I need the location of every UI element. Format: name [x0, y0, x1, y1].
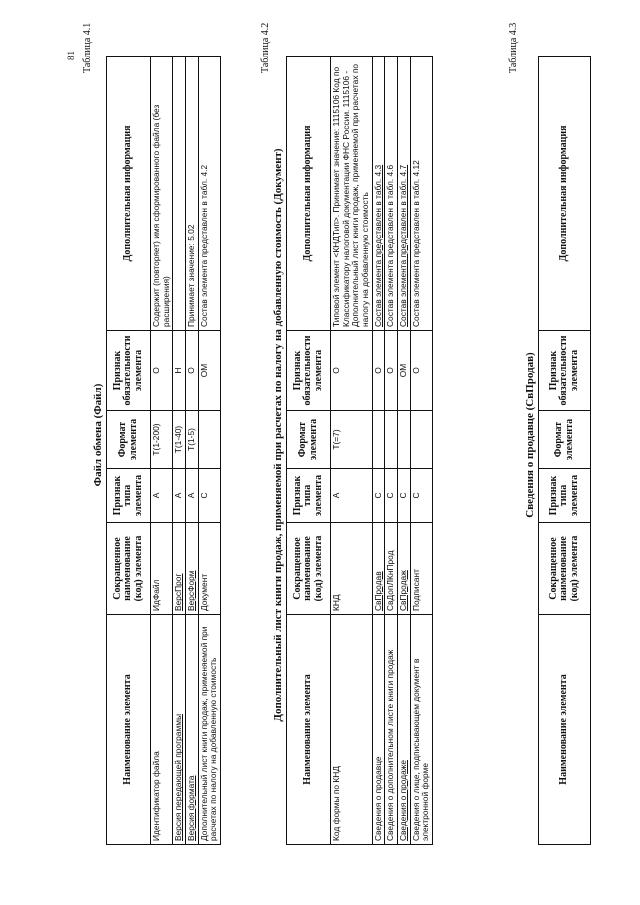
cell-format — [410, 411, 432, 469]
cell-name: Сведения о лице, подписывающем документ в электронной форме — [410, 615, 432, 845]
cell-required: Н — [173, 331, 186, 411]
table-4-1-title: Файл обмена (Файл) — [92, 383, 104, 487]
cell-type: С — [410, 469, 432, 523]
cell-info: Состав элемента представлен в табл. 4.3 — [372, 57, 385, 331]
cell-name: Сведения о продаже — [397, 615, 410, 845]
page-number: 81 — [66, 51, 76, 60]
cell-type: С — [372, 469, 385, 523]
cell-type: С — [397, 469, 410, 523]
table-row — [331, 57, 373, 845]
cell-name: Сведения о дополнительном листе книги продаж — [385, 615, 398, 845]
cell-required: О — [410, 331, 432, 411]
col-header-required: Признак обязательности элемента — [107, 331, 151, 411]
table-4-3 — [538, 56, 591, 845]
cell-name: Код формы по КНД — [331, 615, 373, 845]
col-header-format: Формат элемента — [107, 411, 151, 469]
table-row — [372, 57, 385, 845]
table-row — [198, 57, 220, 845]
table-row — [410, 57, 432, 845]
col-header-name: Наименование элемента — [539, 615, 591, 845]
col-header-required: Признак обязательности элемента — [539, 331, 591, 411]
cell-info: Содержит (повторяет) имя сформированного файла (без расширения) — [151, 57, 173, 331]
col-header-name: Наименование элемента — [107, 615, 151, 845]
cell-code: СвДопЛКнПрод — [385, 523, 398, 615]
table-4-1-label: Таблица 4.1 — [82, 22, 93, 73]
cell-format: T(=7) — [331, 411, 373, 469]
cell-code: СвПродав — [372, 523, 385, 615]
cell-required: О — [372, 331, 385, 411]
cell-type: А — [151, 469, 173, 523]
cell-code: Документ — [198, 523, 220, 615]
cell-required: ОМ — [397, 331, 410, 411]
cell-format — [385, 411, 398, 469]
col-header-code: Сокращенное наименование (код) элемента — [107, 523, 151, 615]
cell-code: СвПродаж — [397, 523, 410, 615]
cell-code: Подписант — [410, 523, 432, 615]
col-header-code: Сокращенное наименование (код) элемента — [539, 523, 591, 615]
cell-name: Версия формата — [185, 615, 198, 845]
col-header-type: Признак типа элемента — [107, 469, 151, 523]
cell-name: Идентификатор файла — [151, 615, 173, 845]
col-header-info: Дополнительная информация — [539, 57, 591, 331]
col-header-required: Признак обязательности элемента — [287, 331, 331, 411]
table-row — [151, 57, 173, 845]
col-header-info: Дополнительная информация — [107, 57, 151, 331]
cell-name: Сведения о продавце — [372, 615, 385, 845]
cell-type: А — [185, 469, 198, 523]
cell-format — [372, 411, 385, 469]
table-4-2-label: Таблица 4.2 — [260, 22, 271, 73]
table-4-2 — [286, 56, 433, 845]
col-header-name: Наименование элемента — [287, 615, 331, 845]
cell-code: ИдФайл — [151, 523, 173, 615]
cell-required: О — [185, 331, 198, 411]
cell-type: А — [331, 469, 373, 523]
col-header-info: Дополнительная информация — [287, 57, 331, 331]
cell-format — [397, 411, 410, 469]
cell-required: О — [385, 331, 398, 411]
cell-name: Версия передающей программы — [173, 615, 186, 845]
cell-format: T(1-5) — [185, 411, 198, 469]
cell-required: О — [151, 331, 173, 411]
cell-code: КНД — [331, 523, 373, 615]
col-header-format: Формат элемента — [539, 411, 591, 469]
table-4-3-title: Сведения о продавце (СвПродав) — [524, 352, 536, 518]
table-4-2-title: Дополнительный лист книги продаж, применяемой при расчетах по налогу на добавленную стоимость (Документ) — [272, 148, 284, 722]
cell-type: А — [173, 469, 186, 523]
col-header-code: Сокращенное наименование (код) элемента — [287, 523, 331, 615]
cell-info: Типовой элемент <КНДТип>. Принимает значение: 1115106 Код по Классификатору налоговой документации ФНС России. 1115106 - Дополнительный лист книги продаж, применяемой при расчетах по налогу на добавленную стоимость — [331, 57, 373, 331]
cell-format: T(1-40) — [173, 411, 186, 469]
cell-info: Состав элемента представлен в табл. 4.6 — [385, 57, 398, 331]
cell-format — [198, 411, 220, 469]
cell-info: Состав элемента представлен в табл. 4.7 — [397, 57, 410, 331]
col-header-type: Признак типа элемента — [287, 469, 331, 523]
cell-code: ВерсПрог — [173, 523, 186, 615]
cell-type: С — [385, 469, 398, 523]
cell-info: Состав элемента представлен в табл. 4.2 — [198, 57, 220, 331]
table-row — [173, 57, 186, 845]
table-4-1 — [106, 56, 221, 845]
cell-required: О — [331, 331, 373, 411]
cell-info: Состав элемента представлен в табл. 4.12 — [410, 57, 432, 331]
table-row — [385, 57, 398, 845]
table-row — [185, 57, 198, 845]
cell-type: С — [198, 469, 220, 523]
cell-info: Принимает значение: 5.02 — [185, 57, 198, 331]
table-row — [397, 57, 410, 845]
table-4-3-label: Таблица 4.3 — [508, 22, 519, 73]
cell-name: Дополнительный лист книги продаж, применяемой при расчетах по налогу на добавленную стоимость — [198, 615, 220, 845]
cell-required: ОМ — [198, 331, 220, 411]
cell-format: T(1-200) — [151, 411, 173, 469]
col-header-format: Формат элемента — [287, 411, 331, 469]
col-header-type: Признак типа элемента — [539, 469, 591, 523]
cell-info — [173, 57, 186, 331]
cell-code: ВерсФорм — [185, 523, 198, 615]
